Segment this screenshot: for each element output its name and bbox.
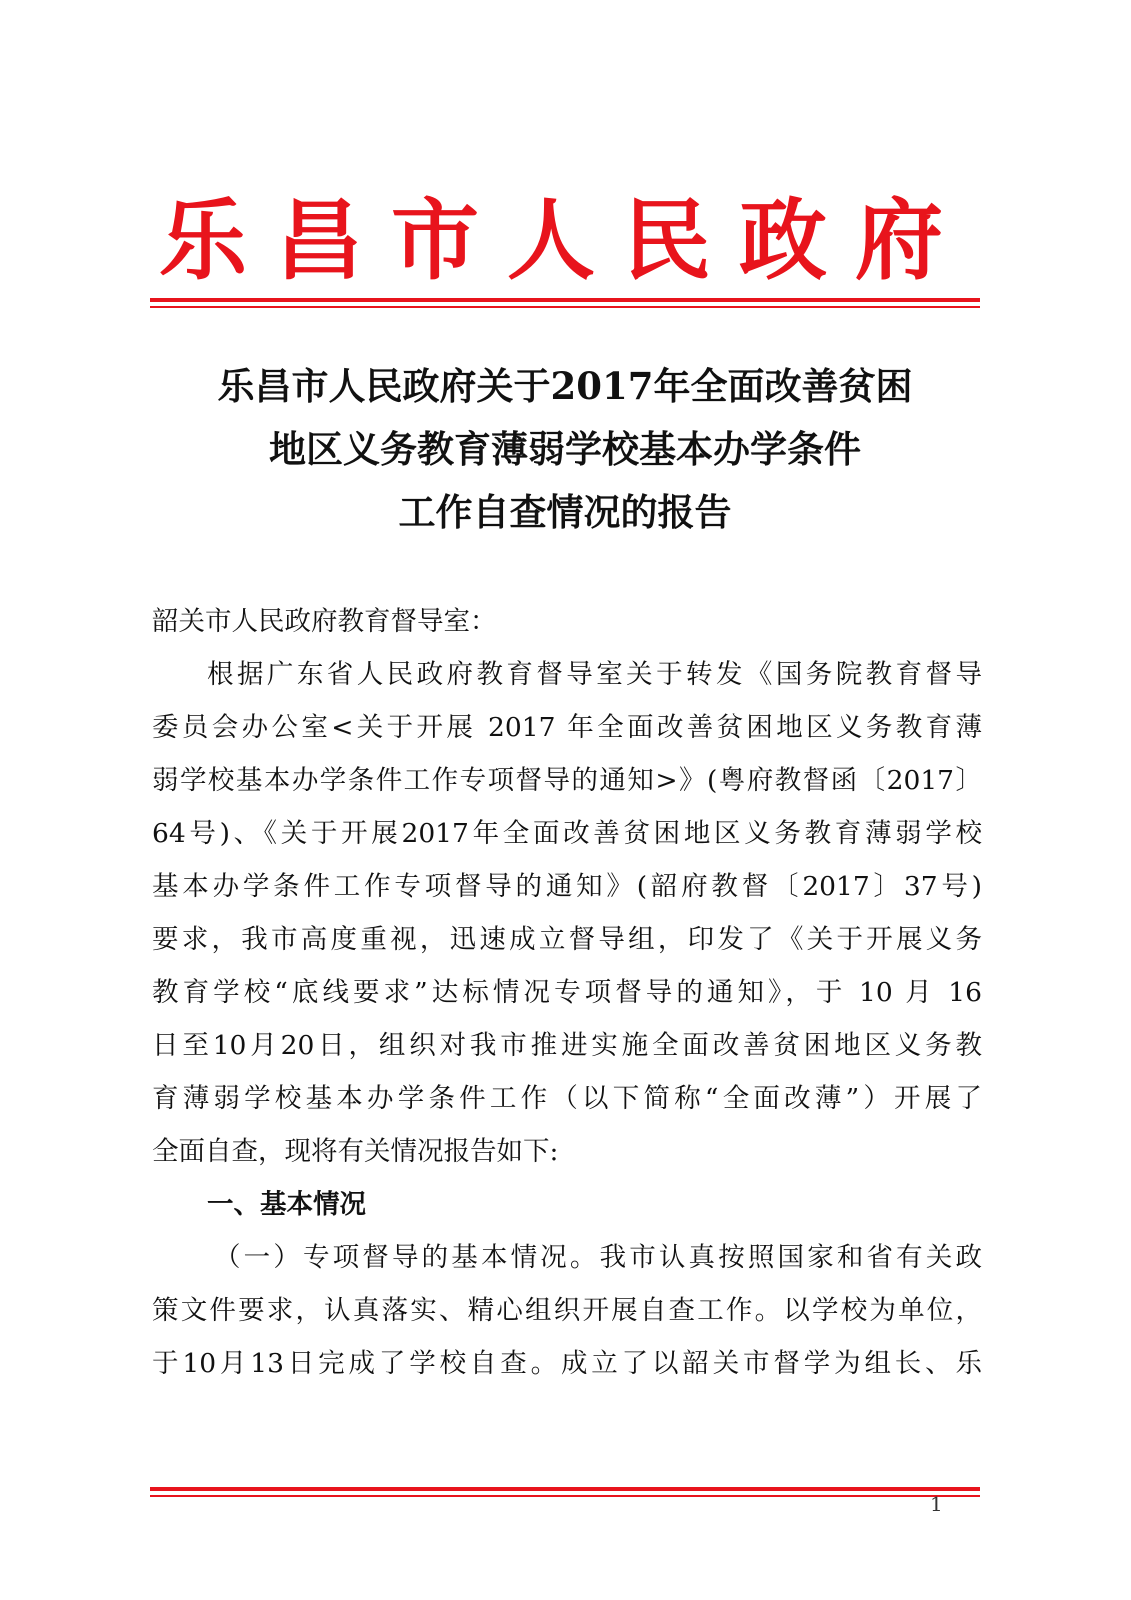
body-line: 64号)、《关于开展2017年全面改善贫困地区义务教育薄弱学校 — [152, 818, 982, 849]
body-line: 委员会办公室<关于开展 2017 年全面改善贫困地区义务教育薄 — [152, 712, 982, 743]
footer-rule-thin — [150, 1495, 980, 1497]
section-line: 策文件要求，认真落实、精心组织开展自查工作。以学校为单位， — [152, 1295, 982, 1326]
page-number: 1 — [930, 1492, 943, 1516]
body-line: 育薄弱学校基本办学条件工作（以下简称“全面改薄”）开展了 — [152, 1083, 982, 1114]
section-heading: 一、基本情况 — [207, 1189, 366, 1220]
title-line-3: 工作自查情况的报告 — [398, 490, 732, 534]
body-line: 根据广东省人民政府教育督导室关于转发《国务院教育督导 — [207, 659, 982, 690]
body-line: 基本办学条件工作专项督导的通知》(韶府教督〔2017〕37号) — [152, 871, 982, 902]
title-line-1: 乐昌市人民政府关于2017年全面改善贫困 — [217, 364, 913, 408]
body-line: 全面自查，现将有关情况报告如下: — [152, 1136, 559, 1167]
header-rule-thin — [150, 306, 980, 308]
document-title — [150, 355, 980, 544]
salutation: 韶关市人民政府教育督导室： — [152, 606, 497, 637]
masthead-title: 乐昌市人民政府 — [158, 188, 971, 292]
body-line: 教育学校“底线要求”达标情况专项督导的通知》，于 10 月 16 — [152, 977, 982, 1008]
body-line: 弱学校基本办学条件工作专项督导的通知>》(粤府教督函〔2017〕 — [152, 765, 982, 796]
body-line: 要求，我市高度重视，迅速成立督导组，印发了《关于开展义务 — [152, 924, 982, 955]
title-line-2: 地区义务教育薄弱学校基本办学条件 — [269, 427, 861, 471]
document-body — [152, 595, 982, 1390]
body-line: 日至10月20日，组织对我市推进实施全面改善贫困地区义务教 — [152, 1030, 982, 1061]
header-rule-thick — [150, 298, 980, 302]
footer-rule-thick — [150, 1487, 980, 1491]
section-line: 于10月13日完成了学校自查。成立了以韶关市督学为组长、乐 — [152, 1348, 982, 1379]
section-line: （一）专项督导的基本情况。我市认真按照国家和省有关政 — [214, 1242, 982, 1273]
